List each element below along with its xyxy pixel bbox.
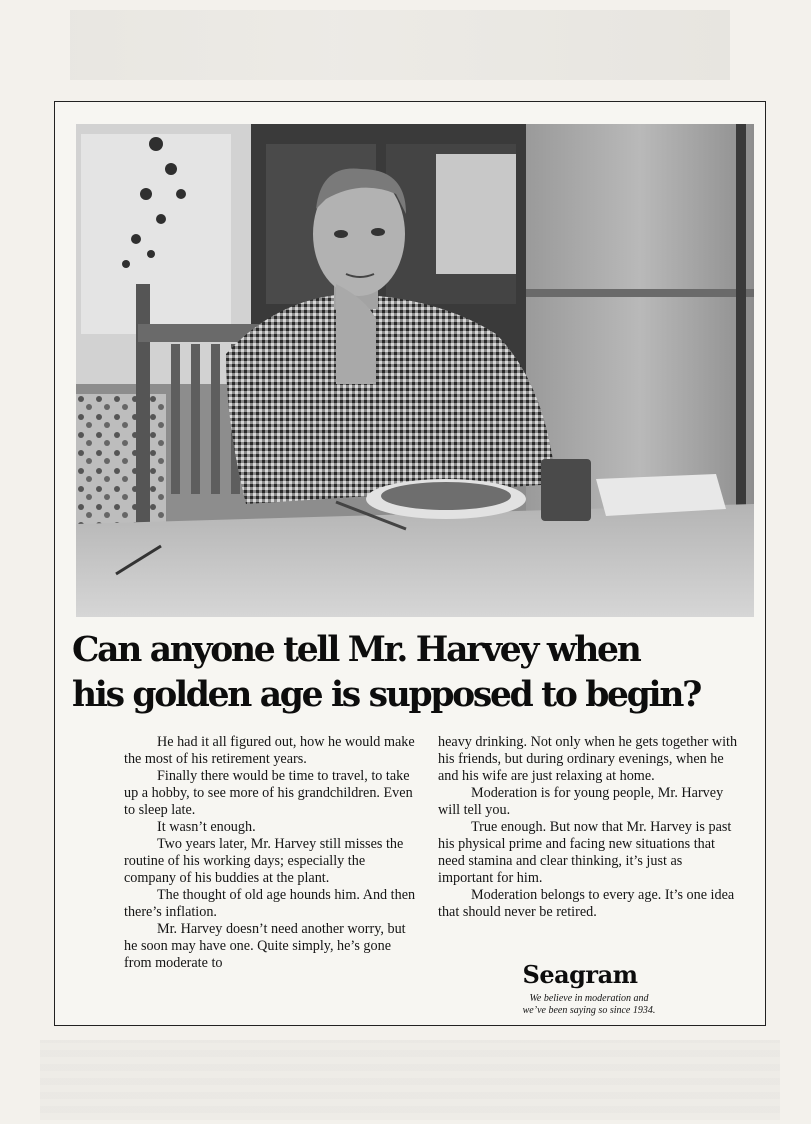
bleed-through-top bbox=[70, 10, 730, 80]
paragraph: The thought of old age hounds him. And then there’s inflation. bbox=[124, 887, 416, 920]
tagline-line-2: we’ve been saying so since 1934. bbox=[522, 1005, 656, 1016]
body-column-right bbox=[438, 734, 738, 921]
tagline bbox=[494, 993, 684, 1017]
paragraph: He had it all figured out, how he would make the most of his retirement years. bbox=[124, 734, 415, 767]
paragraph: heavy drinking. Not only when he gets together with his friends, but during ordinary evenings, when he and his wife are just relaxing at home. bbox=[438, 734, 738, 784]
headline-line-2: his golden age is supposed to begin? bbox=[72, 675, 701, 715]
tagline-line-1: We believe in moderation and bbox=[529, 993, 649, 1004]
seagram-logo: Seagram bbox=[522, 960, 638, 989]
paragraph: Finally there would be time to travel, to take up a hobby, to see more of his grandchildren. Even to sleep late. bbox=[124, 768, 413, 818]
ad-photo bbox=[76, 124, 754, 617]
body-column-left bbox=[124, 734, 416, 972]
paragraph: It wasn’t enough. bbox=[157, 819, 256, 835]
headline-line-1: Can anyone tell Mr. Harvey when bbox=[72, 630, 640, 670]
paragraph: Two years later, Mr. Harvey still misses the routine of his working days; especially the company of his buddies at the plant. bbox=[124, 836, 404, 886]
paragraph: True enough. But now that Mr. Harvey is past his physical prime and facing new situations that need stamina and clear thinking, it’s just as important for him. bbox=[438, 819, 732, 886]
ad-headline bbox=[72, 628, 772, 718]
bleed-through-bottom bbox=[40, 1040, 780, 1120]
paragraph: Moderation is for young people, Mr. Harvey will tell you. bbox=[438, 785, 724, 818]
paragraph: Moderation belongs to every age. It’s one idea that should never be retired. bbox=[438, 887, 735, 920]
paragraph: Mr. Harvey doesn’t need another worry, but he soon may have one. Quite simply, he’s gone from moderate to bbox=[124, 921, 406, 971]
